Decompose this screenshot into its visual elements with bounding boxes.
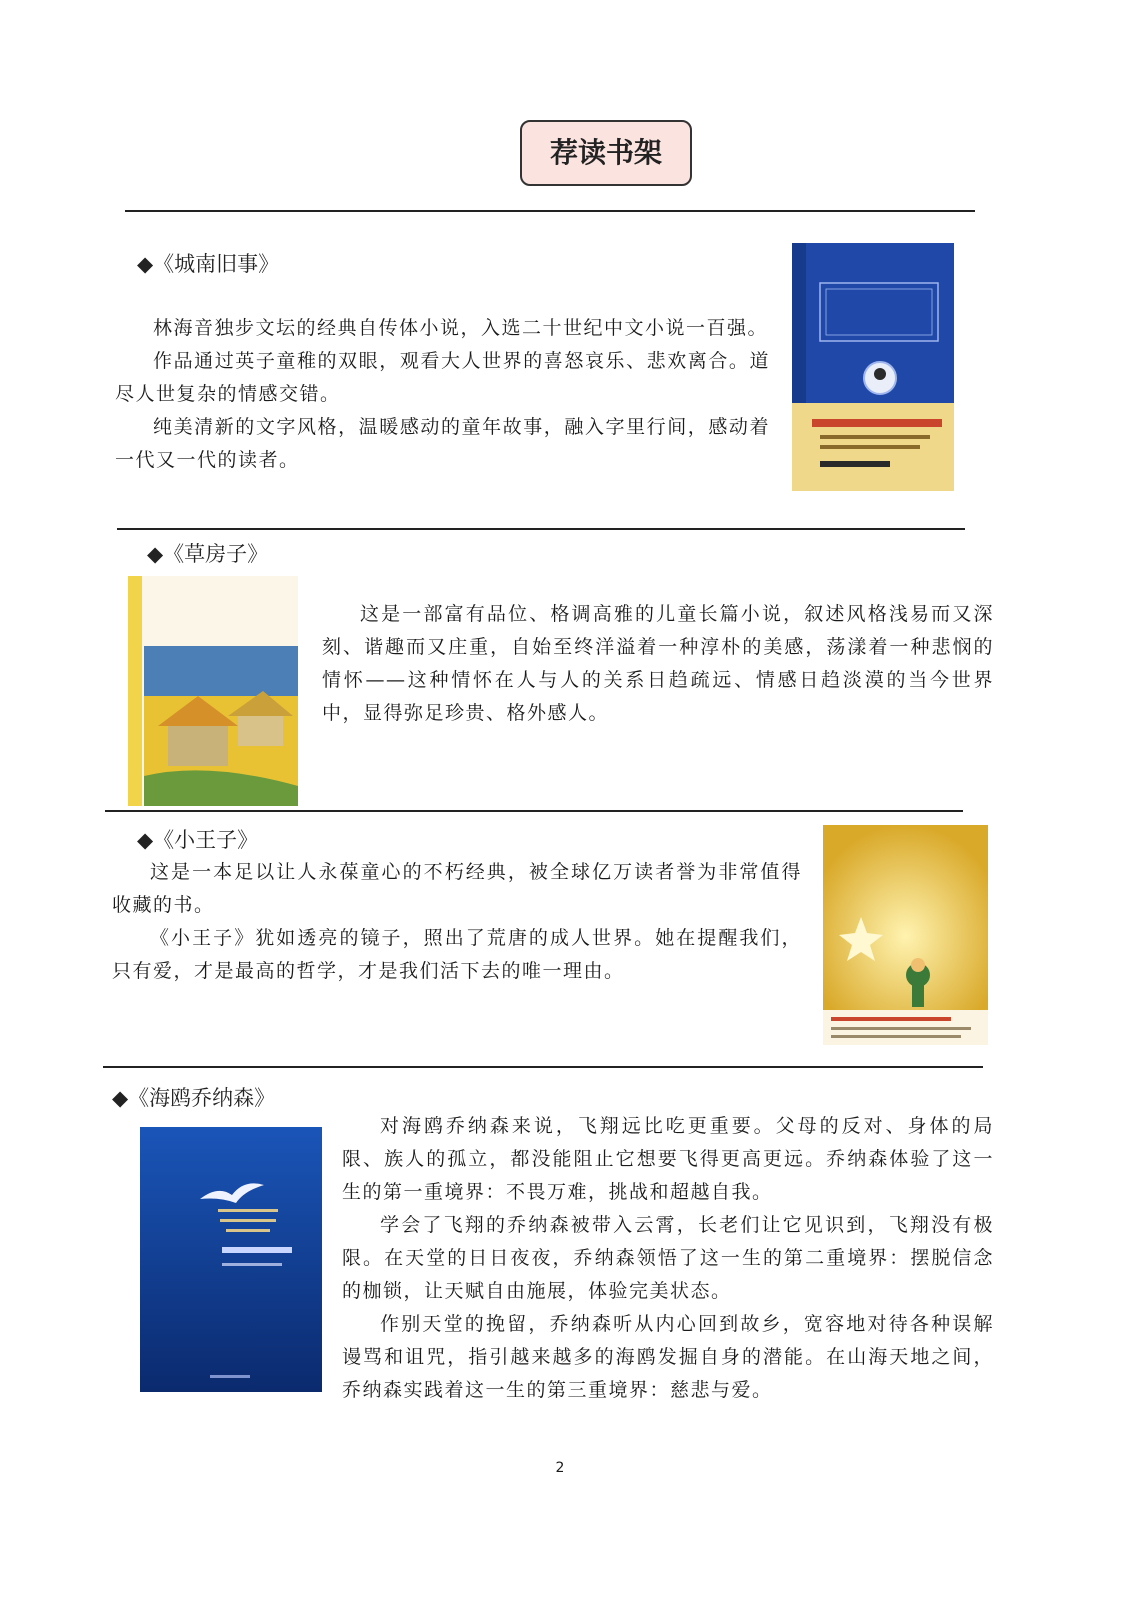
book-cover-caofangzi bbox=[128, 576, 298, 806]
book-text-chengnan bbox=[115, 312, 770, 477]
divider-top bbox=[125, 210, 975, 212]
paragraph: 对海鸥乔纳森来说，飞翔远比吃更重要。父母的反对、身体的局限、族人的孤立，都没能阻止它想要飞得更高更远。乔纳森体验了这一生的第一重境界：不畏万难，挑战和超越自我。 bbox=[342, 1115, 994, 1203]
book-cover-art bbox=[128, 576, 298, 806]
paragraph: 作品通过英子童稚的双眼，观看大人世界的喜怒哀乐、悲欢离合。道尽人世复杂的情感交错。 bbox=[115, 350, 770, 405]
book-title-chengnan: ◆《城南旧事》 bbox=[137, 252, 280, 276]
book-text-caofangzi: 这是一部富有品位、格调高雅的儿童长篇小说，叙述风格浅易而又深刻、谐趣而又庄重，自始至终洋溢着一种淳朴的美感，荡漾着一种悲悯的情怀——这种情怀在人与人的关系日趋疏远、情感日趋淡漠的当今世界中，显得弥足珍贵、格外感人。 bbox=[322, 603, 994, 724]
book-title-haiou: ◆《海鸥乔纳森》 bbox=[112, 1086, 276, 1110]
paragraph: 这是一本足以让人永葆童心的不朽经典，被全球亿万读者誉为非常值得收藏的书。 bbox=[112, 861, 802, 916]
divider-2 bbox=[105, 810, 963, 812]
book-cover-art bbox=[823, 825, 988, 1045]
book-cover-haiou bbox=[140, 1127, 322, 1392]
divider-3 bbox=[103, 1066, 983, 1068]
book-cover-art bbox=[792, 243, 954, 491]
book-text-haiou bbox=[342, 1110, 994, 1407]
page-number: 2 bbox=[555, 1460, 565, 1476]
book-title-caofangzi: ◆《草房子》 bbox=[147, 542, 269, 566]
book-cover-chengnan bbox=[792, 243, 954, 491]
paragraph: 纯美清新的文字风格，温暖感动的童年故事，融入字里行间，感动着一代又一代的读者。 bbox=[115, 416, 770, 471]
paragraph: 学会了飞翔的乔纳森被带入云霄，长老们让它见识到，飞翔没有极限。在天堂的日日夜夜，乔纳森领悟了这一生的第二重境界：摆脱信念的枷锁，让天赋自由施展，体验完美状态。 bbox=[342, 1214, 994, 1302]
book-cover-art bbox=[140, 1127, 322, 1392]
page-title: 荐读书架 bbox=[520, 120, 692, 186]
book-cover-xiaowangzi bbox=[823, 825, 988, 1045]
book-title-xiaowangzi: ◆《小王子》 bbox=[137, 828, 259, 852]
paragraph: 作别天堂的挽留，乔纳森听从内心回到故乡，宽容地对待各种误解谩骂和诅咒，指引越来越多的海鸥发掘自身的潜能。在山海天地之间，乔纳森实践着这一生的第三重境界：慈悲与爱。 bbox=[342, 1313, 994, 1401]
paragraph: 林海音独步文坛的经典自传体小说，入选二十世纪中文小说一百强。 bbox=[153, 317, 769, 339]
paragraph: 《小王子》犹如透亮的镜子，照出了荒唐的成人世界。她在提醒我们，只有爱，才是最高的哲学，才是我们活下去的唯一理由。 bbox=[112, 927, 802, 982]
divider-1 bbox=[117, 528, 965, 530]
book-text-xiaowangzi bbox=[112, 856, 802, 988]
